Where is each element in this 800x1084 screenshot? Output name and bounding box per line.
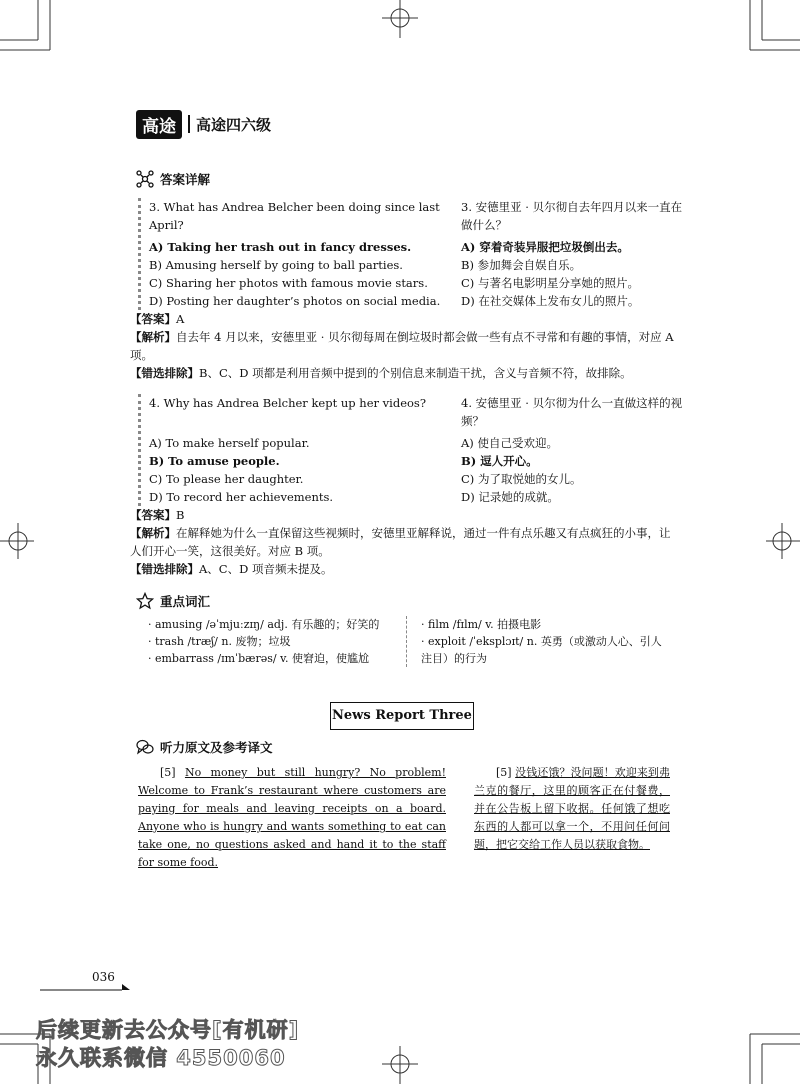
vocab-item: · trash /træʃ/ n. 废物；垃圾 <box>148 635 291 648</box>
question-3-explanation <box>130 310 675 382</box>
brand-title: 高途四六级 <box>196 115 272 134</box>
question-4-block <box>138 394 684 506</box>
watermark: 后续更新去公众号[有机研] 永久联系微信 4550060 <box>36 1018 300 1070</box>
q4-exclude: 【错选排除】A、C、D 项音频未提及。 <box>130 562 333 576</box>
question-4-en: 4. Why has Andrea Belcher kept up her videos? <box>149 396 426 410</box>
transcript-zh-text: 没钱还饿？没问题！欢迎来到弗兰克的餐厅，这里的顾客正在付餐费，并在公告板上留下收据。任何饿了想吃东西的人都可以拿一个，不用问任何问题，把它交给工作人员以获取食物。 <box>474 766 670 851</box>
q4-option-a: A) To make herself popular. A) 使自己受欢迎。 <box>149 436 558 450</box>
vocab-item: · exploit /ˈeksplɔɪt/ n. 英勇（或激动人心、引人注目）的行为 <box>421 635 662 665</box>
news-report-title: News Report Three <box>330 702 474 730</box>
star-icon <box>136 592 154 610</box>
q3-option-d: D) Posting her daughter’s photos on social media. D) 在社交媒体上发布女儿的照片。 <box>149 294 640 308</box>
vocab-section-title: 重点词汇 <box>160 594 211 609</box>
question-4-zh: 4. 安德里亚 · 贝尔彻为什么一直做这样的视频？ <box>461 396 683 428</box>
footer-rule <box>40 982 140 994</box>
listening-section-title: 听力原文及参考译文 <box>160 740 273 755</box>
vocab-column-right <box>407 616 668 667</box>
speech-bubbles-icon <box>136 738 154 756</box>
page-number: 036 <box>92 970 115 984</box>
q3-analysis: 【解析】自去年 4 月以来，安德里亚 · 贝尔彻每周在倒垃圾时都会做一些有点不寻常和有趣的事情，对应 A 项。 <box>130 330 674 362</box>
transcript-en-marker: [5] <box>160 766 176 779</box>
q3-option-b: B) Amusing herself by going to ball parties. B) 参加舞会自娱自乐。 <box>149 258 582 272</box>
q4-analysis: 【解析】在解释她为什么一直保留这些视频时，安德里亚解释说，通过一件有点乐趣又有点疯狂的小事，让人们开心一笑，这很美好。对应 B 项。 <box>130 526 671 558</box>
q4-option-b: B) To amuse people. B) 逗人开心。 <box>149 454 538 468</box>
vocab-item: · embarrass /ɪmˈbærəs/ v. 使窘迫，使尴尬 <box>148 652 369 665</box>
q3-option-a: A) Taking her trash out in fancy dresses. A) 穿着奇装异服把垃圾倒出去。 <box>149 240 629 254</box>
brand-divider <box>188 115 190 133</box>
q4-option-d: D) To record her achievements. D) 记录她的成就。 <box>149 490 559 504</box>
question-3-zh: 3. 安德里亚 · 贝尔彻自去年四月以来一直在做什么？ <box>461 200 683 232</box>
q3-answer: 【答案】A <box>130 312 185 326</box>
q4-answer: 【答案】B <box>130 508 185 522</box>
q4-option-c: C) To please her daughter. C) 为了取悦她的女儿。 <box>149 472 582 486</box>
transcript-en-text: No money but still hungry? No problem! Welcome to Frank’s restaurant where customers are paying for meals and leaving receipts on a board. Anyone who is hungry and wants something to eat can take one, no questions asked and hand it to the staff for some food. <box>138 766 446 869</box>
vocab-section-heading <box>136 592 210 610</box>
brand-logo: 高途 <box>136 110 182 139</box>
question-3-block <box>138 198 684 310</box>
transcript-zh <box>474 764 670 854</box>
molecule-icon <box>136 170 154 188</box>
brand-header <box>136 110 271 138</box>
vocab-item: · amusing /əˈmjuːzɪŋ/ adj. 有乐趣的；好笑的 <box>148 618 380 631</box>
vocab-column-left <box>148 616 407 667</box>
vocab-item: · film /fɪlm/ v. 拍摄电影 <box>421 618 542 631</box>
q3-option-c: C) Sharing her photos with famous movie stars. C) 与著名电影明星分享她的照片。 <box>149 276 639 290</box>
question-3-en: 3. What has Andrea Belcher been doing since last April? <box>149 200 440 232</box>
listening-section-heading <box>136 738 273 756</box>
transcript-en <box>138 764 446 872</box>
question-4-explanation <box>130 506 675 578</box>
answer-section-title: 答案详解 <box>160 172 211 187</box>
answer-section-heading <box>136 170 210 188</box>
q3-exclude: 【错选排除】B、C、D 项都是利用音频中提到的个别信息来制造干扰，含义与音频不符，故排除。 <box>130 366 632 380</box>
transcript-zh-marker: [5] <box>496 766 512 779</box>
vocab-list <box>148 616 668 667</box>
